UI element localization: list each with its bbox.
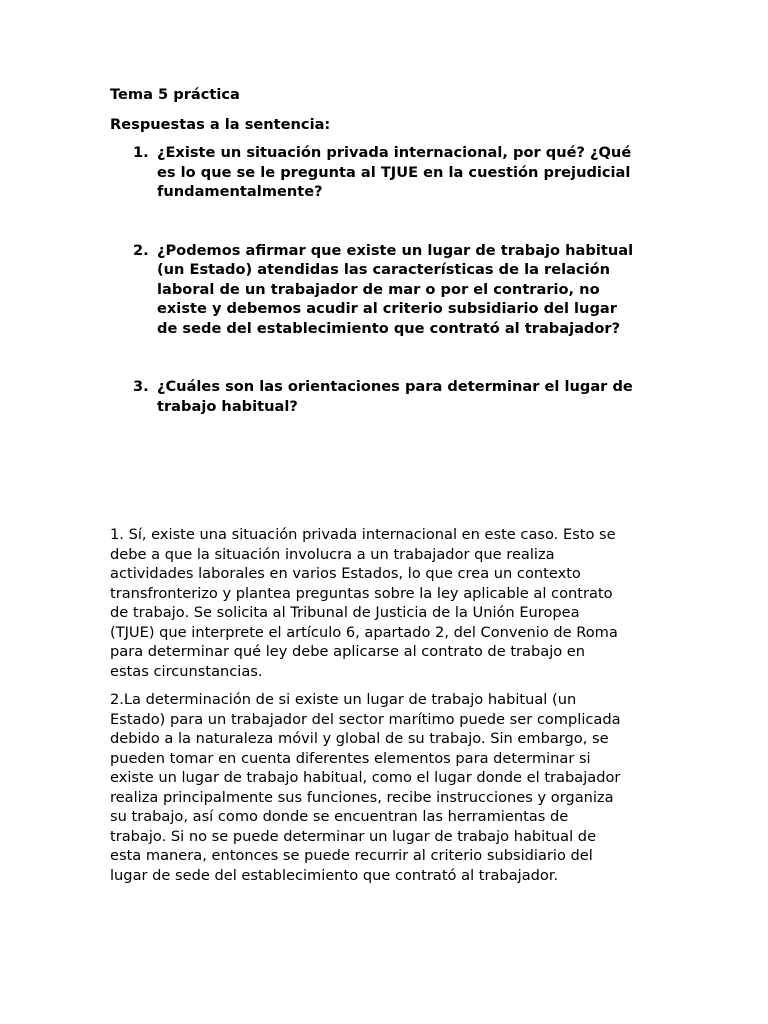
question-text: ¿Cuáles son las orientaciones para determinar el lugar de trabajo habitual? <box>157 378 633 415</box>
question-text: ¿Existe un situación privada internacional, por qué? ¿Qué es lo que se le pregunta al TJUE en la cuestión prejudicial fundamentalmente? <box>157 144 632 200</box>
answer-paragraph: 1. Sí, existe una situación privada internacional en este caso. Esto se debe a que la situación involucra a un trabajador que realiza actividades laborales en varios Estados, lo que crea un contexto transfronterizo y plantea preguntas sobre la ley aplicable al contrato de trabajo. Se solicita al Tribunal de Justicia de la Unión Europea (TJUE) que interprete el artículo 6, apartado 2, del Convenio de Roma para determinar qué ley debe aplicarse al contrato de trabajo en estas circunstancias. <box>110 526 618 680</box>
question-number: 2. <box>133 241 149 259</box>
document-page <box>110 0 634 1024</box>
question-list <box>110 143 640 455</box>
document-title: Tema 5 práctica <box>110 86 240 103</box>
document-subtitle: Respuestas a la sentencia: <box>110 116 331 133</box>
question-item <box>110 143 640 202</box>
question-item <box>110 241 640 339</box>
question-number: 1. <box>133 144 149 161</box>
answer-paragraph: 2.La determinación de si existe un lugar de trabajo habitual (un Estado) para un trabajador del sector marítimo puede ser complicada debido a la naturaleza móvil y global de su trabajo. Sin embargo, se pueden tomar en cuenta diferentes elementos para determinar si existe un lugar de trabajo habitual, como el lugar donde el trabajador realiza principalmente sus funciones, recibe instrucciones y organiza su trabajo, así como donde se encuentran las herramientas de trabajo. Si no se puede determinar un lugar de trabajo habitual de esta manera, entonces se puede recurrir al criterio subsidiario del lugar de sede del establecimiento que contrató al trabajador. <box>110 691 621 884</box>
question-text: ¿Podemos afirmar que existe un lugar de trabajo habitual (un Estado) atendidas las características de la relación laboral de un trabajador de mar o por el contrario, no existe y debemos acudir al criterio subsidiario del lugar de sede del establecimiento que contrató al trabajador? <box>157 241 634 337</box>
question-number: 3. <box>133 378 149 395</box>
question-item <box>110 377 640 416</box>
